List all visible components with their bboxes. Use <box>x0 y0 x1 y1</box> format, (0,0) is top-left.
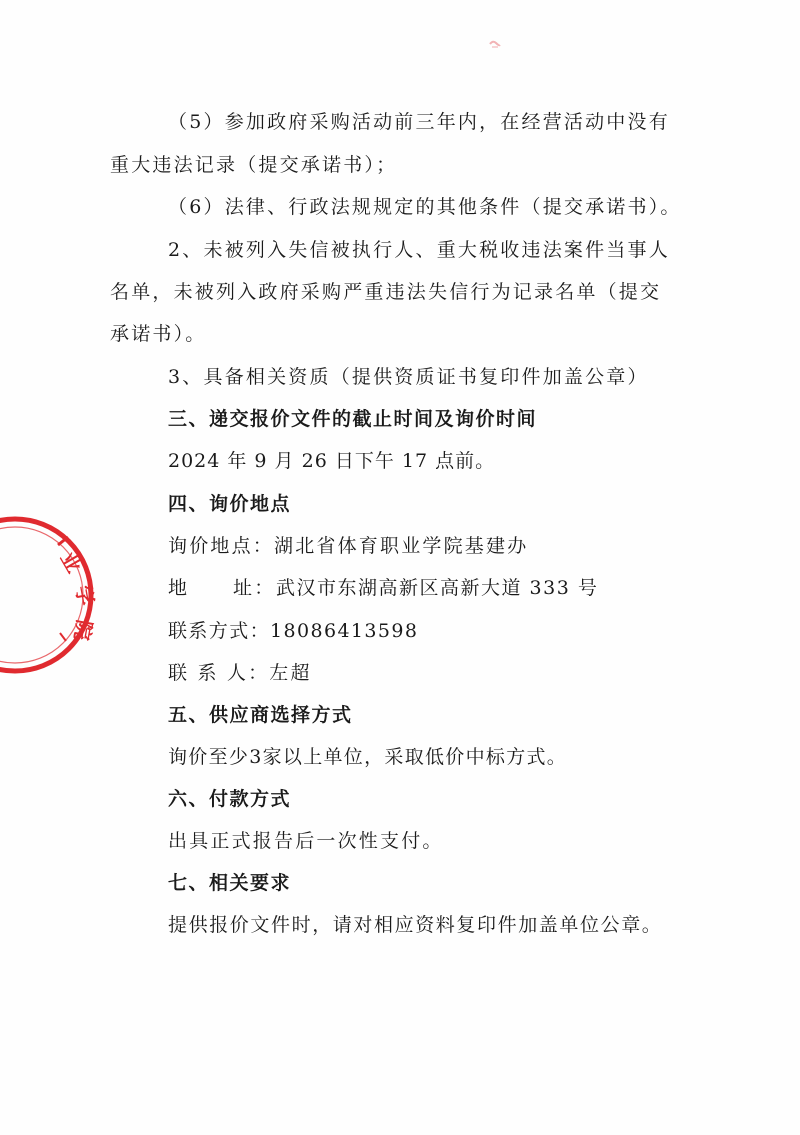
address-label-suffix: 址： <box>233 577 276 599</box>
ink-smudge-icon <box>488 38 502 50</box>
section-3-heading: 三、递交报价文件的截止时间及询价时间 <box>168 408 538 430</box>
item-3-line-1: 3、具备相关资质（提供资质证书复印件加盖公章） <box>168 366 649 388</box>
item-2-line-3: 承诺书）。 <box>110 323 207 345</box>
official-seal-icon <box>0 515 115 675</box>
contact-person: 联 系 人：左超 <box>168 662 312 684</box>
item-2-line-1: 2、未被列入失信被执行人、重大税收违法案件当事人 <box>168 239 670 261</box>
item-2-line-2: 名单，未被列入政府采购严重违法失信行为记录名单（提交 <box>110 281 662 303</box>
section-7-heading: 七、相关要求 <box>168 872 292 894</box>
clause-5-line-1: （5）参加政府采购活动前三年内，在经营活动中没有 <box>168 111 670 133</box>
address-value: 武汉市东湖高新区高新大道 333 号 <box>276 577 599 599</box>
inquiry-location: 询价地点：湖北省体育职业学院基建办 <box>168 535 529 557</box>
clause-5-line-2: 重大违法记录（提交承诺书）； <box>110 154 398 176</box>
svg-text:学: 学 <box>71 583 99 608</box>
clause-6-line-1: （6）法律、行政法规规定的其他条件（提交承诺书）。 <box>168 196 682 218</box>
svg-text:业: 业 <box>55 547 87 577</box>
payment-method: 出具正式报告后一次性支付。 <box>168 830 444 852</box>
svg-text:院: 院 <box>69 618 97 642</box>
section-5-heading: 五、供应商选择方式 <box>168 704 353 726</box>
requirement-text: 提供报价文件时，请对相应资料复印件加盖单位公章。 <box>168 914 663 936</box>
address-label: 地 <box>168 577 190 599</box>
section-6-heading: 六、付款方式 <box>168 788 292 810</box>
deadline-text: 2024 年 9 月 26 日下午 17 点前。 <box>168 450 496 472</box>
section-4-heading: 四、询价地点 <box>168 493 292 515</box>
selection-method: 询价至少3家以上单位，采取低价中标方式。 <box>168 746 568 768</box>
contact-phone: 联系方式：18086413598 <box>168 620 419 642</box>
